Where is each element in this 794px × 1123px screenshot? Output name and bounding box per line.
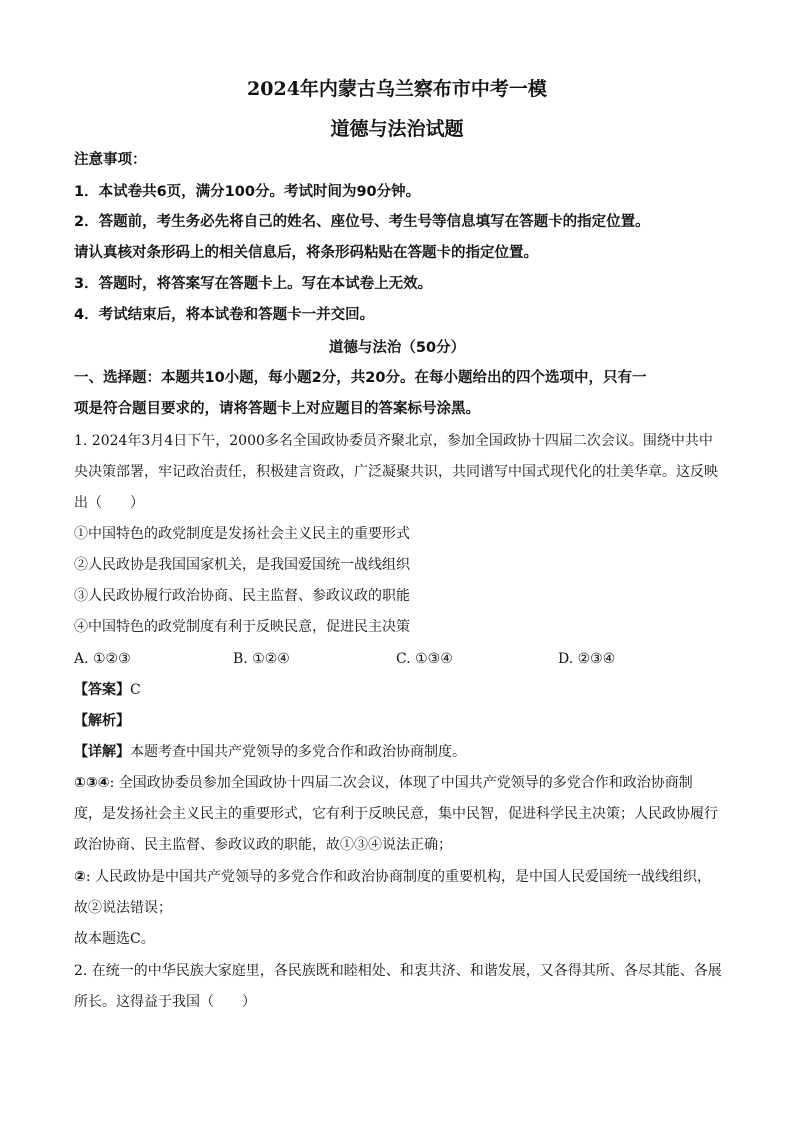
notice-item: 1．本试卷共6页，满分100分。考试时间为90分钟。: [74, 184, 421, 200]
notice-item: 4．考试结束后，将本试卷和答题卡一并交回。: [74, 307, 375, 323]
detail-text: 本题考查中国共产党领导的多党合作和政治协商制度。: [130, 744, 466, 760]
q1-option-b: B. ①②④: [233, 651, 290, 667]
exam-title: 2024年内蒙古乌兰察布市中考一模: [247, 78, 547, 100]
q1-explain-b: 故②说法错误；: [74, 900, 172, 916]
q1-option-d: D. ②③④: [558, 651, 616, 667]
q1-conclusion: 故本题选C。: [74, 931, 155, 947]
q1-statement: ③人民政协履行政治协商、民主监督、参政议政的职能: [74, 588, 410, 604]
answer-value: C: [130, 682, 141, 698]
answer-label: 【答案】: [74, 682, 130, 698]
q1-stem: 1. 2024年3月4日下午，2000多名全国政协委员齐聚北京，参加全国政协十四届二次会议。围绕中共中: [74, 433, 713, 449]
q1-option-a: A. ①②③: [74, 651, 131, 667]
explain-a-label: ①③④: [74, 775, 110, 791]
explain-b-text: : 人民政协是中国共产党领导的多党合作和政治协商制度的重要机构，是中国人民爱国统一战线组织，: [85, 869, 712, 885]
q2-stem: 所长。这得益于我国（ ）: [74, 994, 256, 1010]
section-title: 道德与法治（50分）: [328, 340, 466, 356]
q1-explain-b: [74, 867, 734, 887]
q1-answer: [74, 680, 734, 700]
explain-a-text: : 全国政协委员参加全国政协十四届二次会议，体现了中国共产党领导的多党合作和政治协商制: [109, 775, 693, 791]
q1-explain-a: [74, 773, 734, 793]
q1-statement: ①中国特色的政党制度是发扬社会主义民主的重要形式: [74, 526, 410, 542]
exam-subtitle: 道德与法治试题: [330, 118, 464, 140]
q1-option-c: C. ①③④: [396, 651, 453, 667]
q1-analysis-label: [74, 711, 734, 731]
q1-statement: ②人民政协是我国国家机关，是我国爱国统一战线组织: [74, 557, 410, 573]
q1-explain-a: 政治协商、民主监督、参政议政的职能，故①③④说法正确；: [74, 837, 452, 853]
q1-stem: 央决策部署，牢记政治责任，积极建言资政，广泛凝聚共识，共同谱写中国式现代化的壮美华章。这反映: [74, 464, 718, 480]
notice-item: 2．答题前，考生务必先将自己的姓名、座位号、考生号等信息填写在答题卡的指定位置。: [74, 214, 650, 230]
q1-stem: 出（ ）: [74, 495, 144, 511]
section-intro: 一、选择题：本题共10小题，每小题2分，共20分。在每小题给出的四个选项中，只有一: [74, 370, 647, 386]
q1-detail: [74, 742, 734, 762]
q1-explain-a: 度，是发扬社会主义民主的重要形式，它有利于反映民意，集中民智，促进科学民主决策；人民政协履行: [74, 806, 718, 822]
section-intro: 项是符合题目要求的，请将答题卡上对应题目的答案标号涂黑。: [74, 401, 480, 417]
q2-stem: 2. 在统一的中华民族大家庭里，各民族既和睦相处、和衷共济、和谐发展，又各得其所、各尽其能、各展: [74, 963, 722, 979]
detail-label: 【详解】: [74, 744, 130, 760]
explain-b-label: ②: [74, 869, 86, 885]
notice-heading: 注意事项：: [74, 152, 147, 168]
notice-item: 3．答题时，将答案写在答题卡上。写在本试卷上无效。: [74, 276, 433, 292]
q1-statement: ④中国特色的政党制度有利于反映民意，促进民主决策: [74, 619, 410, 635]
notice-item: 请认真核对条形码上的相关信息后，将条形码粘贴在答题卡的指定位置。: [74, 245, 538, 261]
analysis-label: 【解析】: [74, 713, 130, 729]
